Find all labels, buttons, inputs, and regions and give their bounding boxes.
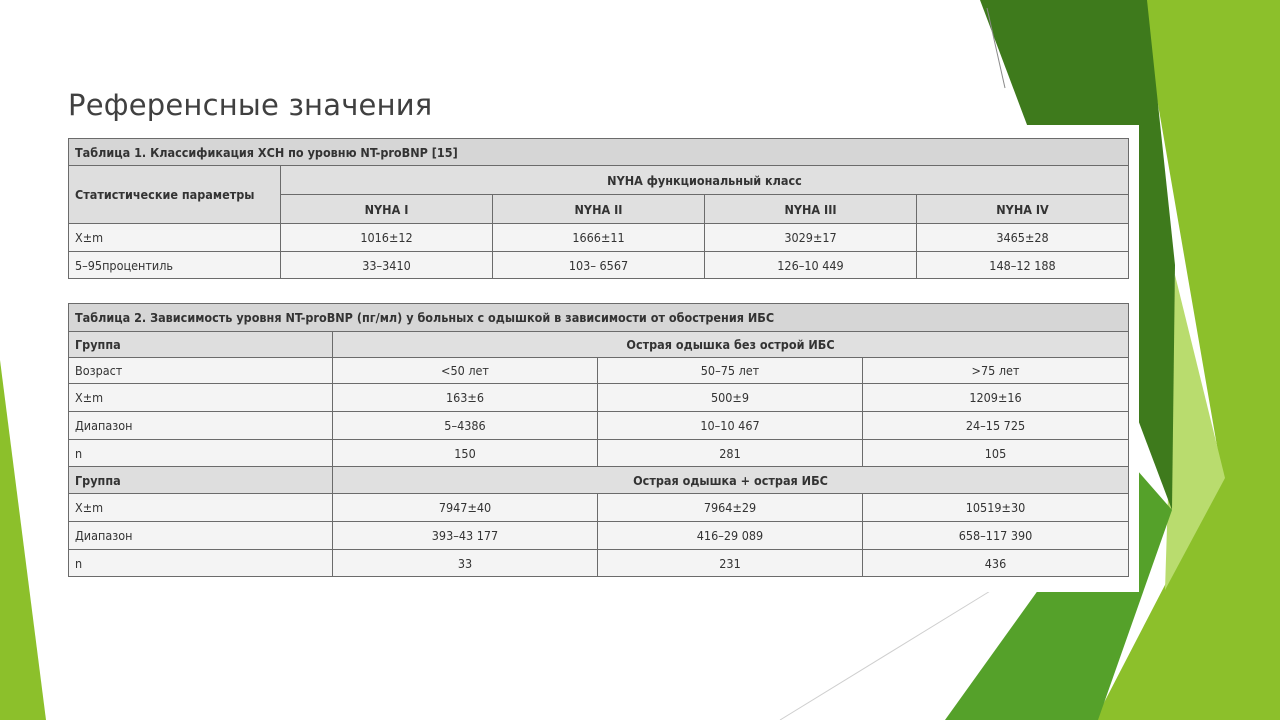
table-cell: 10–10 467	[598, 412, 863, 440]
row-label: Диапазон	[69, 412, 333, 440]
table-row	[69, 412, 1129, 440]
table-cell: 7947±40	[333, 494, 598, 522]
table-cell: 500±9	[598, 384, 863, 412]
table1-column-header: NYHA I	[281, 195, 493, 224]
row-label: 5–95процентиль	[69, 252, 281, 279]
table-cell: 105	[863, 440, 1129, 467]
table-cell: 33	[333, 550, 598, 577]
table1-column-header: NYHA II	[493, 195, 705, 224]
table-row	[69, 224, 1129, 252]
table-cell: 3465±28	[917, 224, 1129, 252]
table-cell: 33–3410	[281, 252, 493, 279]
table1-caption: Таблица 1. Классификация ХСН по уровню NT-proBNP [15]	[69, 139, 1129, 166]
table-cell: 658–117 390	[863, 522, 1129, 550]
dyspnea-ihd-table	[68, 303, 1129, 577]
table1-column-header: NYHA III	[705, 195, 917, 224]
table-cell: <50 лет	[333, 358, 598, 384]
table-cell: 150	[333, 440, 598, 467]
group-label: Группа	[69, 467, 333, 494]
table-cell: 416–29 089	[598, 522, 863, 550]
group-label: Группа	[69, 332, 333, 358]
table-cell: 1016±12	[281, 224, 493, 252]
table-cell: 436	[863, 550, 1129, 577]
table-cell: 393–43 177	[333, 522, 598, 550]
table-cell: 24–15 725	[863, 412, 1129, 440]
table-row	[69, 440, 1129, 467]
table-row	[69, 550, 1129, 577]
row-label: Диапазон	[69, 522, 333, 550]
row-label: n	[69, 440, 333, 467]
row-label: X±m	[69, 494, 333, 522]
table-row	[69, 252, 1129, 279]
table-cell: 231	[598, 550, 863, 577]
table-cell: 5–4386	[333, 412, 598, 440]
table-cell: 1666±11	[493, 224, 705, 252]
table1-group-header: NYHA функциональный класс	[281, 166, 1129, 195]
table-row	[69, 358, 1129, 384]
row-label: Возраст	[69, 358, 333, 384]
table-cell: 1209±16	[863, 384, 1129, 412]
table-cell: 103– 6567	[493, 252, 705, 279]
table-cell: 126–10 449	[705, 252, 917, 279]
table-row	[69, 384, 1129, 412]
table-cell: 163±6	[333, 384, 598, 412]
table-row	[69, 494, 1129, 522]
green-shape-left	[0, 360, 46, 720]
table2-caption: Таблица 2. Зависимость уровня NT-proBNP (пг/мл) у больных с одышкой в зависимости от обострения ИБС	[69, 304, 1129, 332]
table-row	[69, 522, 1129, 550]
table-cell: 7964±29	[598, 494, 863, 522]
group-title: Острая одышка + острая ИБС	[333, 467, 1129, 494]
row-label: X±m	[69, 384, 333, 412]
table-cell: 281	[598, 440, 863, 467]
group-title: Острая одышка без острой ИБС	[333, 332, 1129, 358]
slide-title: Референсные значения	[68, 88, 433, 122]
table-cell: 10519±30	[863, 494, 1129, 522]
row-label: X±m	[69, 224, 281, 252]
nyha-classification-table	[68, 138, 1129, 279]
table-cell: >75 лет	[863, 358, 1129, 384]
table-cell: 50–75 лет	[598, 358, 863, 384]
table1-column-header: NYHA IV	[917, 195, 1129, 224]
table1-param-header: Статистические параметры	[69, 166, 281, 224]
table-cell: 148–12 188	[917, 252, 1129, 279]
table-cell: 3029±17	[705, 224, 917, 252]
row-label: n	[69, 550, 333, 577]
